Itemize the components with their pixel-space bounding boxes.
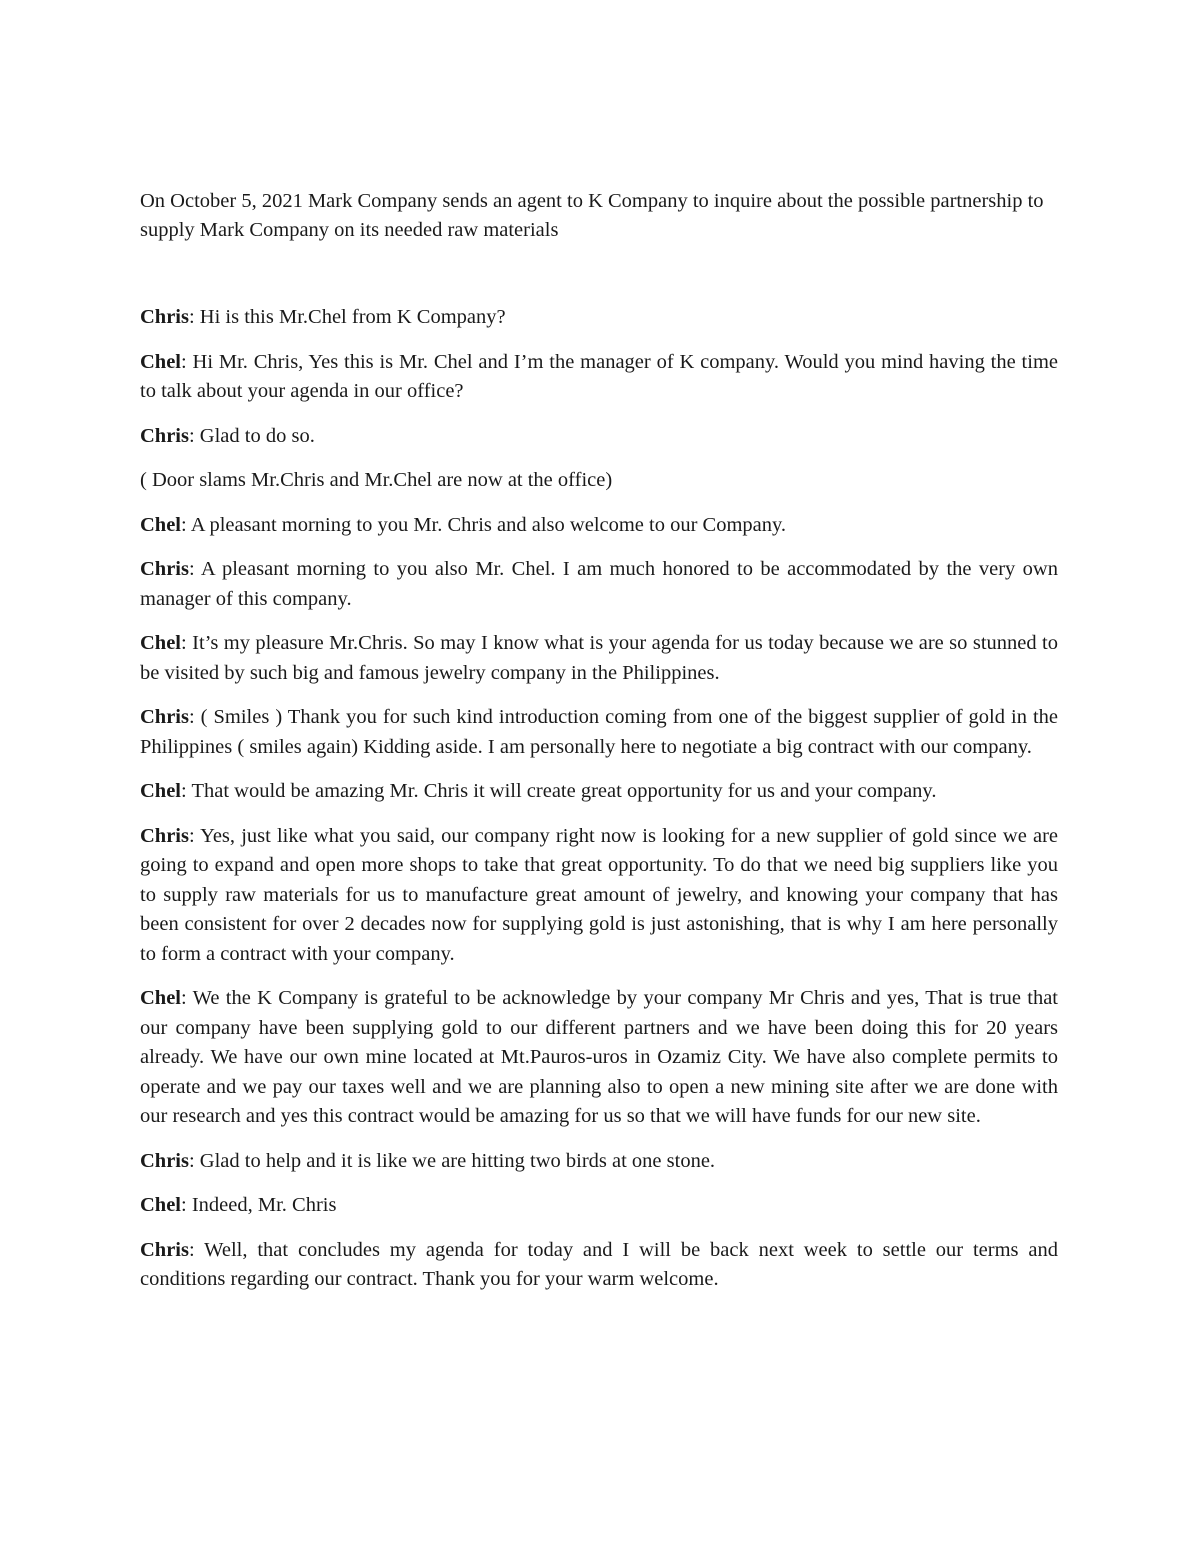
intro-paragraph: On October 5, 2021 Mark Company sends an agent to K Company to inquire about the possible partnership to supply Mark Company on its needed raw materials <box>140 190 1044 241</box>
speaker-name: Chel <box>140 780 181 802</box>
speaker-name: Chris <box>140 558 189 580</box>
dialogue-line <box>140 422 1058 452</box>
dialogue-line <box>140 703 1058 762</box>
dialogue-text: : Yes, just like what you said, our company right now is looking for a new supplier of gold since we are going to expand and open more shops to take that great opportunity. To do that we need big suppliers like you to supply raw materials for us to manufacture great amount of jewelry, and knowing your company that has been consistent for over 2 decades now for supplying gold is just astonishing, that is why I am here personally to form a contract with your company. <box>140 824 1058 965</box>
speaker-name: Chris <box>140 824 189 847</box>
dialogue-text: : Well, that concludes my agenda for today and I will be back next week to settle our terms and conditions regarding our contract. Thank you for your warm welcome. <box>140 1238 1058 1290</box>
speaker-name: Chris <box>140 1149 189 1172</box>
speaker-name: Chel <box>140 632 181 654</box>
stage-direction <box>140 466 1058 496</box>
speaker-name: Chel <box>140 513 181 536</box>
dialogue-line <box>140 1147 1058 1177</box>
dialogue-line <box>140 777 1058 807</box>
dialogue-line <box>140 822 1058 970</box>
dialogue-text: ( Door slams Mr.Chris and Mr.Chel are now at the office) <box>140 469 613 491</box>
dialogue-text: : Glad to do so. <box>188 424 315 447</box>
document-page <box>140 187 1058 1310</box>
dialogue-text: : A pleasant morning to you also Mr. Chel. I am much honored to be accommodated by the very own manager of this company. <box>140 558 1058 610</box>
dialogue-line <box>140 1191 1058 1221</box>
dialogue-line <box>140 348 1058 407</box>
speaker-name: Chris <box>140 1238 189 1261</box>
dialogue-text: : We the K Company is grateful to be acknowledge by your company Mr Chris and yes, That is true that our company have been supplying gold to our different partners and we have been doing this for 20 years already. We have our own mine located at Mt.Pauros-uros in Ozamiz City. We have also complete permits to operate and we pay our taxes well and we are planning also to open a new mining site after we are done with our research and yes this contract would be amazing for us so that we will have funds for our new site. <box>140 987 1058 1127</box>
dialogue-text: : It’s my pleasure Mr.Chris. So may I know what is your agenda for us today because we are so stunned to be visited by such big and famous jewelry company in the Philippines. <box>140 632 1058 684</box>
dialogue-line <box>140 555 1058 614</box>
dialogue-text: : That would be amazing Mr. Chris it will create great opportunity for us and your company. <box>181 780 937 802</box>
dialogue-line <box>140 629 1058 688</box>
speaker-name: Chris <box>140 424 189 447</box>
speaker-name: Chris <box>140 706 189 728</box>
speaker-name: Chris <box>140 306 189 328</box>
dialogue-text: : Hi is this Mr.Chel from K Company? <box>188 306 506 328</box>
dialogue-text: : ( Smiles ) Thank you for such kind introduction coming from one of the biggest supplier of gold in the Philippines ( smiles again) Kidding aside. I am personally here to negotiate a big contract with our company. <box>140 706 1058 758</box>
dialogue-line <box>140 303 1058 333</box>
speaker-name: Chel <box>140 350 181 373</box>
dialogue-text: : A pleasant morning to you Mr. Chris and also welcome to our Company. <box>181 513 787 536</box>
dialogue-line <box>140 984 1058 1132</box>
speaker-name: Chel <box>140 987 181 1009</box>
dialogue-text: : Hi Mr. Chris, Yes this is Mr. Chel and I’m the manager of K company. Would you mind having the time to talk about your agenda in our office? <box>140 350 1058 402</box>
dialogue-line <box>140 511 1058 541</box>
speaker-name: Chel <box>140 1194 181 1216</box>
dialogue-line <box>140 1236 1058 1295</box>
dialogue-text: : Glad to help and it is like we are hitting two birds at one stone. <box>188 1149 716 1172</box>
dialogue-text: : Indeed, Mr. Chris <box>181 1194 337 1216</box>
